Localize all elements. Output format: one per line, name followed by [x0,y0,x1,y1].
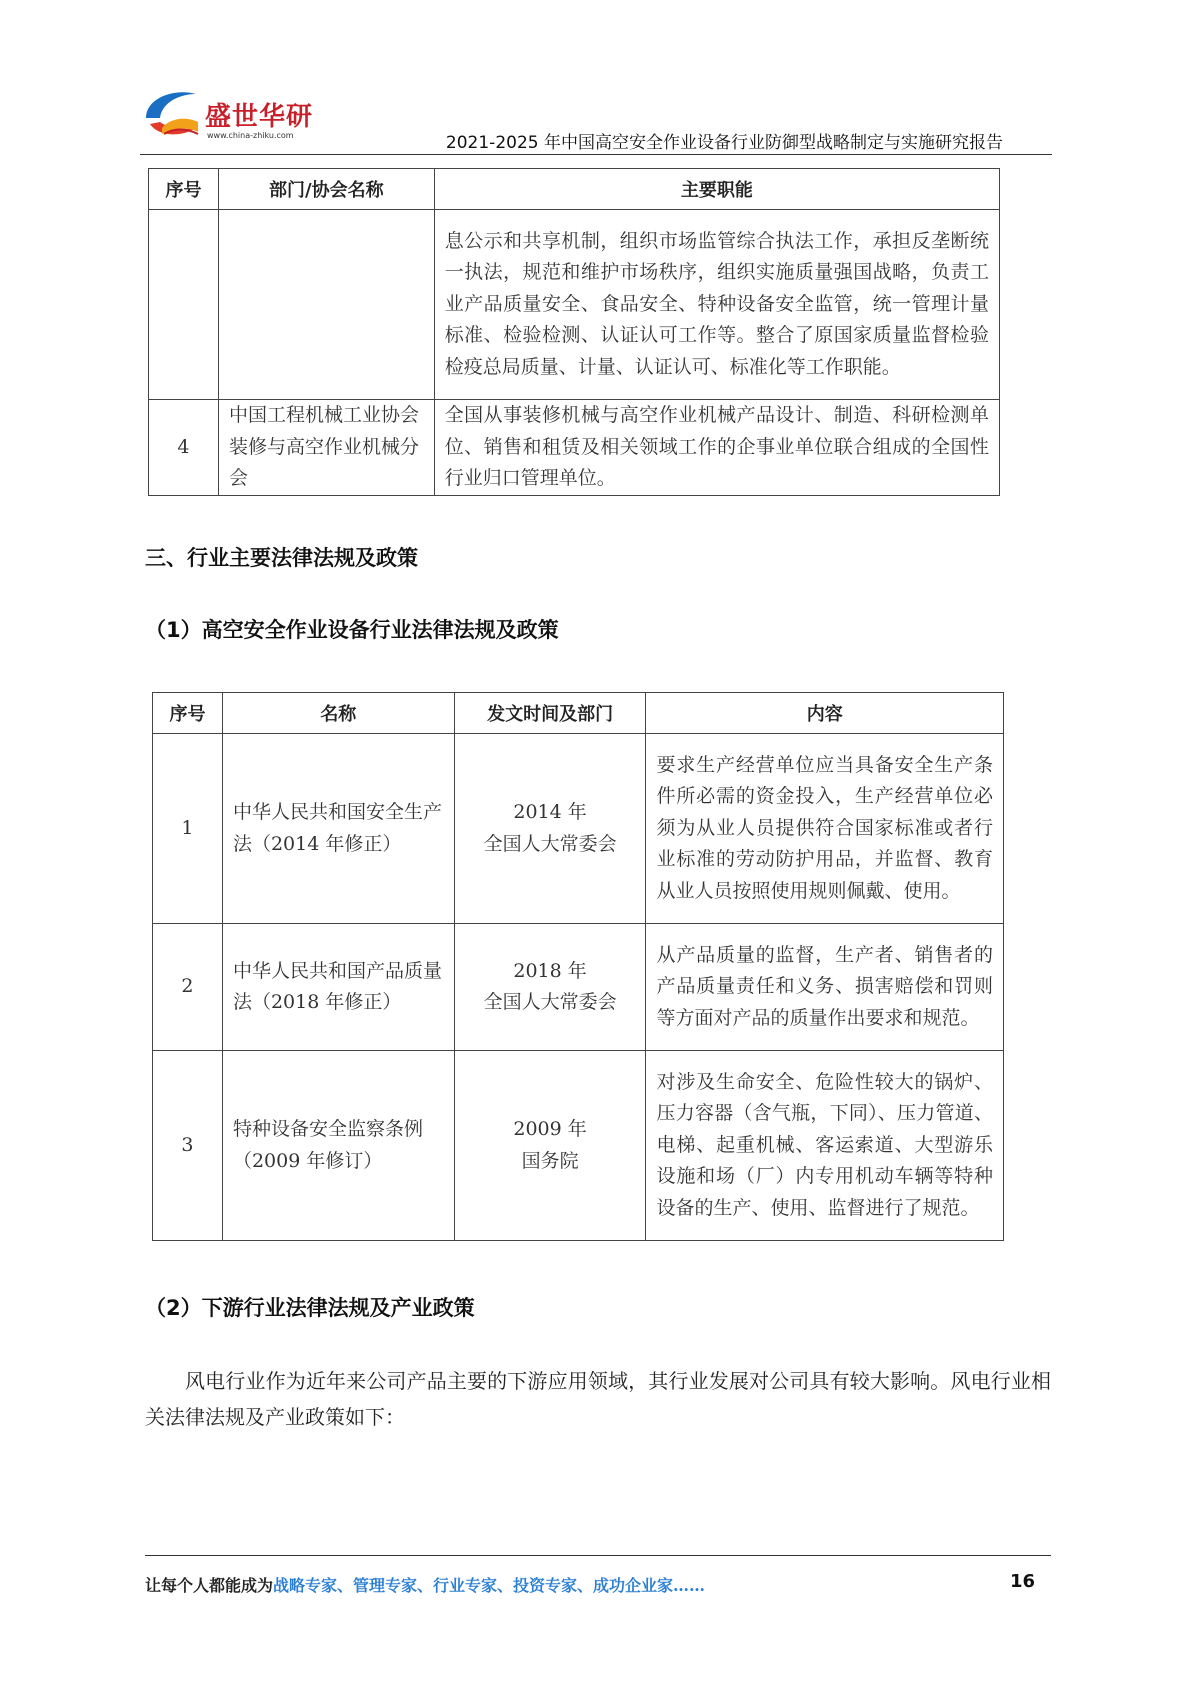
issue-info [454,734,646,924]
brand-url: www.china-zhiku.com [207,131,294,140]
department-duties: 息公示和共享机制，组织市场监管综合执法工作，承担反垄断统一执法，规范和维护市场秩序，组织实施质量强国战略，负责工业产品质量安全、食品安全、特种设备安全监管，统一管理计量标准、检验检测、认证认可工作等。整合了原国家质量监督检验检疫总局质量、计量、认证认可、标准化等工作职能。 [434,210,999,400]
issue-year: 2014 年 [513,801,587,823]
issue-info [454,924,646,1051]
header-cell: 序号 [149,169,219,210]
table-row [153,924,1004,1051]
header-divider [140,154,1052,155]
subsection-heading: （1）高空安全作业设备行业法律法规及政策 [145,618,559,642]
footer-divider [145,1555,1051,1556]
law-content: 对涉及生命安全、危险性较大的锅炉、压力容器（含气瓶，下同）、压力管道、电梯、起重机械、客运索道、大型游乐设施和场（厂）内专用机动车辆等特种设备的生产、使用、监督进行了规范。 [646,1051,1004,1241]
issue-year: 2018 年 [513,959,587,982]
table-row [149,400,1000,496]
row-number: 4 [149,400,219,496]
header-cell: 名称 [222,693,454,734]
slogan-prefix: 让每个人都能成为 [145,1576,274,1595]
header-cell: 序号 [153,693,223,734]
issue-dept: 国务院 [521,1149,579,1172]
page-number: 16 [1010,1571,1036,1592]
issue-dept: 全国人大常委会 [483,832,617,855]
law-name: 中华人民共和国产品质量法（2018 年修正） [222,924,454,1051]
department-name: 中国工程机械工业协会装修与高空作业机械分会 [218,400,434,496]
subsection-heading: （2）下游行业法律法规及产业政策 [145,1296,475,1320]
section-heading: 三、行业主要法律法规及政策 [145,546,418,570]
brand-name: 盛世华研 [205,102,314,132]
report-title: 2021-2025 年中国高空安全作业设备行业防御型战略制定与实施研究报告 [445,133,1003,153]
table-header-row [149,169,1000,210]
table-row [153,1051,1004,1241]
issue-info [454,1051,646,1241]
row-number: 1 [153,734,223,924]
body-paragraph: 风电行业作为近年来公司产品主要的下游应用领域，其行业发展对公司具有较大影响。风电行业相关法律法规及产业政策如下： [145,1369,1051,1429]
laws-table [152,692,1004,1241]
table-row [149,210,1000,400]
law-name: 中华人民共和国安全生产法（2014 年修正） [222,734,454,924]
law-name: 特种设备安全监察条例（2009 年修订） [222,1051,454,1241]
department-name [218,210,434,400]
row-number: 3 [153,1051,223,1241]
slogan-highlight: 战略专家、管理专家、行业专家、投资专家、成功企业家…… [273,1576,706,1595]
header-cell: 部门/协会名称 [218,169,434,210]
footer-slogan [145,1573,705,1596]
departments-table [148,168,1000,496]
header-cell: 主要职能 [434,169,999,210]
row-number [149,210,219,400]
department-duties: 全国从事装修机械与高空作业机械产品设计、制造、科研检测单位、销售和租赁及相关领域工作的企事业单位联合组成的全国性行业归口管理单位。 [434,400,999,496]
law-content: 从产品质量的监督，生产者、销售者的产品质量责任和义务、损害赔偿和罚则等方面对产品的质量作出要求和规范。 [646,924,1004,1051]
row-number: 2 [153,924,223,1051]
table-row [153,734,1004,924]
header-cell: 发文时间及部门 [454,693,646,734]
issue-dept: 全国人大常委会 [483,991,617,1013]
header-cell: 内容 [646,693,1004,734]
issue-year: 2009 年 [513,1118,587,1140]
table-header-row [153,693,1004,734]
law-content: 要求生产经营单位应当具备安全生产条件所必需的资金投入，生产经营单位必须为从业人员提供符合国家标准或者行业标准的劳动防护用品，并监督、教育从业人员按照使用规则佩戴、使用。 [646,734,1004,924]
